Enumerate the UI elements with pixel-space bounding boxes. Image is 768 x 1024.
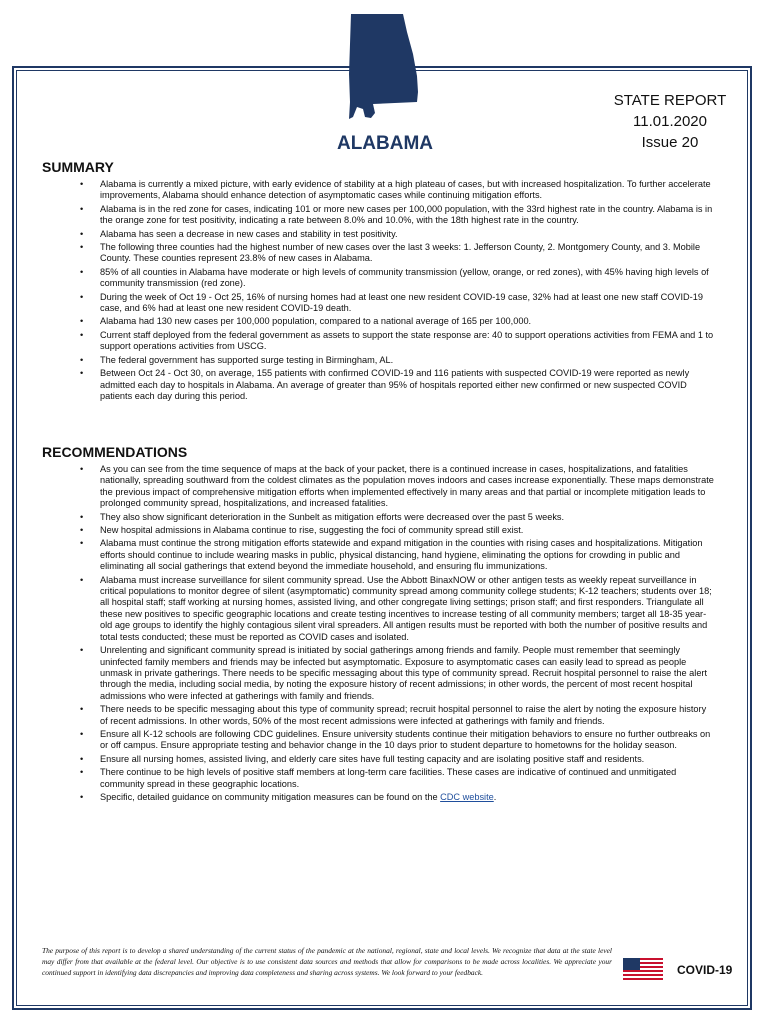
summary-item: • Between Oct 24 - Oct 30, on average, 155 patients with confirmed COVID-19 and 116 patients with suspected COVID-19 were reported as newly admitted each day to hospitals in Alabama. An average of greater than 95% of hospitals reported either new confirmed or new suspected COVID patients each day during this period. <box>100 368 716 402</box>
summary-item: • 85% of all counties in Alabama have moderate or high levels of community transmission (yellow, orange, or red zones), with 45% having high levels of community transmission (red zone). <box>100 267 716 290</box>
alabama-map-silhouette-icon <box>345 14 421 124</box>
recommendation-item: • Ensure all nursing homes, assisted living, and elderly care sites have full testing capacity and are isolating positive staff and residents. <box>100 754 716 765</box>
summary-item: • Alabama has seen a decrease in new cases and stability in test positivity. <box>100 229 716 240</box>
summary-item: • Alabama is currently a mixed picture, with early evidence of stability at a high plateau of cases, but with increased hospitalization. To further accelerate improvements, Alabama should enhance detection of asymptomatic cases while continuing mitigation efforts. <box>100 179 716 202</box>
covid-19-brand: COVID-19 <box>677 963 733 977</box>
report-issue: Issue 20 <box>641 134 699 151</box>
guidance-suffix: . <box>493 791 497 802</box>
recommendations-heading: RECOMMENDATIONS <box>42 444 188 460</box>
recommendation-item: • New hospital admissions in Alabama continue to rise, suggesting the foci of community spread still exist. <box>100 525 716 536</box>
us-flag-icon <box>623 958 663 982</box>
recommendation-item: • Alabama must continue the strong mitigation efforts statewide and expand mitigation in the counties with rising cases and hospitalizations. Mitigation efforts should continue to include wearing masks in public, physical distancing, hand hygiene, eliminating the options for crowding in public and eliminating all social gatherings that extend beyond the immediate household, and ensuring flu immunizations. <box>100 538 716 572</box>
summary-item: • Current staff deployed from the federal government as assets to support the state response are: 40 to support operations activities from FEMA and 1 to support operations activities from USCG. <box>100 330 716 353</box>
state-title: ALABAMA <box>336 133 434 154</box>
summary-heading: SUMMARY <box>42 159 114 175</box>
summary-item: • The federal government has supported surge testing in Birmingham, AL. <box>100 355 716 366</box>
summary-item: • Alabama had 130 new cases per 100,000 population, compared to a national average of 165 per 100,000. <box>100 316 716 327</box>
recommendation-item: • There continue to be high levels of positive staff members at long-term care facilities. These cases are indicative of continued and unmitigated community spread in these geographic locations. <box>100 767 716 790</box>
recommendation-item-guidance <box>100 792 716 803</box>
report-meta <box>600 90 740 153</box>
recommendation-item: • They also show significant deterioration in the Sunbelt as mitigation efforts were decreased over the past 5 weeks. <box>100 512 716 523</box>
recommendation-item: • Alabama must increase surveillance for silent community spread. Use the Abbott BinaxNOW or other antigen tests as weekly repeat surveillance in critical populations to monitor degree of silent (asymptomatic) community spread among community college students; K-12 teachers; students over 18; all hospital staff; staff working at nursing homes, assisted living, and other congregate living settings; prison staff; and first responders. Triangulate all these new positives to specific geographic locations and create testing incentives to increase testing of all community members; target all 18-35 year-old age groups to identify the highly contagious silent viral spreaders. All antigen results must be reported with both the number of positive results and total tests conducted; these must be reported as COVID cases and isolated. <box>100 575 716 643</box>
recommendation-item: • Ensure all K-12 schools are following CDC guidelines. Ensure university students continue their mitigation behaviors to ensure no further outbreaks on or off campus. Ensure appropriate testing and behavior change in the 10 days prior to student departure to hometowns for the holiday season. <box>100 729 716 752</box>
report-type: STATE REPORT <box>613 92 727 109</box>
report-date: 11.01.2020 <box>633 113 707 130</box>
summary-item: • Alabama is in the red zone for cases, indicating 101 or more new cases per 100,000 population, with the 33rd highest rate in the country. Alabama is in the orange zone for test positivity, indicating a rate between 8.0% and 10.0%, with the 18th highest rate in the country. <box>100 204 716 227</box>
recommendations-list <box>100 464 716 805</box>
recommendation-item: • Unrelenting and significant community spread is initiated by social gatherings among friends and family. People must remember that seemingly uninfected family members and friends may be infected but asymptomatic. Exposure to asymptomatic cases can easily lead to spread as people unmask in private gatherings. There needs to be specific messaging about this type of community spread. Recruit hospital personnel to raise the alert through the media, including social media, by noting the exposure history of recent admissions; in other words, the percent of most recent hospital admissions who were infected at gatherings with family and friends. <box>100 645 716 702</box>
guidance-text: Specific, detailed guidance on community mitigation measures can be found on the <box>100 791 441 802</box>
summary-item: • The following three counties had the highest number of new cases over the last 3 weeks: 1. Jefferson County, 2. Montgomery County, and 3. Mobile County. These counties represent 23.8% of new cases in Alabama. <box>100 242 716 265</box>
recommendation-item: • As you can see from the time sequence of maps at the back of your packet, there is a continued increase in cases, hospitalizations, and fatalities nationally, spreading southward from the coldest climates as the population moves indoors and cases increase exponentially. These maps demonstrate the previous impact of comprehensive mitigation efforts when implemented effectively in many areas and that partial or incomplete mitigation leads to prolonged community spread, hospitalizations, and increased fatalities. <box>100 464 716 510</box>
recommendation-item: • There needs to be specific messaging about this type of community spread; recruit hospital personnel to raise the alert by noting the exposure history of recent admissions. In other words, 50% of the most recent admissions were infected at gatherings with family and friends. <box>100 704 716 727</box>
footer-disclaimer: The purpose of this report is to develop a shared understanding of the current status of the pandemic at the national, regional, state and local levels. We recognize that data at the state level may differ from that available at the federal level. Our objective is to use consistent data sources and methods that allow for comparisons to be made across localities. We appreciate your continued support in identifying data discrepancies and improving data completeness and sharing across systems. We look forward to your feedback. <box>42 946 612 977</box>
summary-list <box>100 179 716 404</box>
summary-item: • During the week of Oct 19 - Oct 25, 16% of nursing homes had at least one new resident COVID-19 case, 32% had at least one new staff COVID-19 case, and 6% had at least one new resident COVID-19 death. <box>100 292 716 315</box>
cdc-website-link[interactable]: CDC website <box>440 791 494 802</box>
